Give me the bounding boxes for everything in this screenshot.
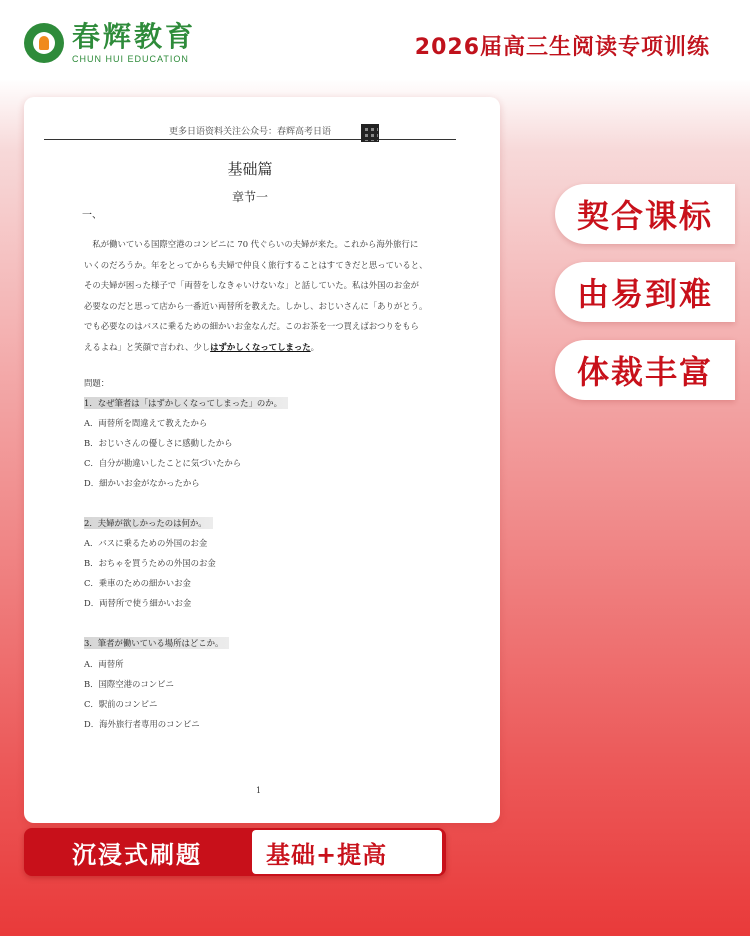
question-2-option-a: A．バスに乗るための外国のお金 bbox=[84, 538, 208, 548]
page-title: 2026届高三生阅读专项训练 bbox=[414, 35, 710, 60]
passage-line: その夫婦が困った様子で「両替をしなきゃいけないな」と話していた。私は外国のお金が bbox=[84, 280, 419, 291]
question-1-option-b: B．おじいさんの優しさに感動したから bbox=[84, 438, 233, 448]
brand-emblem-icon bbox=[24, 23, 64, 63]
page-number: 1 bbox=[256, 786, 262, 795]
feature-badge: 体裁丰富 bbox=[555, 340, 735, 400]
brand-text bbox=[72, 22, 196, 64]
passage-line: 必要なのだと思って店から一番近い両替所を教えた。しかし、おじいさんに「ありがとう。 bbox=[84, 300, 428, 311]
brand-name-en: CHUN HUI EDUCATION bbox=[72, 54, 189, 64]
document-title: 基础篇 bbox=[227, 160, 273, 178]
qr-code-icon bbox=[361, 124, 379, 142]
document-header-note: 更多日语资料关注公众号：春辉高考日语 bbox=[44, 124, 456, 140]
question-3: 3．筆者が働いている場所はどこか。 bbox=[84, 637, 229, 649]
feature-badge: 由易到难 bbox=[555, 262, 735, 322]
footer-right-label: 基础+提高 bbox=[252, 830, 442, 874]
question-1-option-c: C．自分が勘違いしたことに気づいたから bbox=[84, 458, 242, 468]
brand-logo bbox=[24, 22, 196, 64]
document-section-number: 一、 bbox=[82, 210, 102, 221]
passage-line bbox=[84, 337, 444, 358]
passage-last-prefix: えるよね」と笑顔で言われ、少し bbox=[84, 341, 211, 352]
reading-passage bbox=[84, 234, 444, 358]
question-2-option-d: D．両替所で使う細かいお金 bbox=[84, 598, 192, 608]
question-1-option-a: A．両替所を間違えて教えたから bbox=[84, 418, 208, 428]
questions-label: 問題： bbox=[84, 378, 110, 388]
footer-left-label: 沉浸式刷题 bbox=[72, 840, 202, 869]
passage-last-suffix: 。 bbox=[310, 341, 320, 352]
document-subtitle: 章节一 bbox=[231, 190, 268, 204]
brand-name-cn: 春辉教育 bbox=[72, 20, 197, 53]
passage-line: いくのだろうか。年をとってからも夫婦で仲良く旅行することはすてきだと思っていると、 bbox=[84, 259, 428, 270]
question-2-option-c: C．乗車のための細かいお金 bbox=[84, 578, 191, 588]
question-3-option-a: A．両替所 bbox=[84, 659, 124, 669]
question-1: 1．なぜ筆者は「はずかしくなってしまった」のか。 bbox=[84, 397, 288, 409]
question-2-option-b: B．おちゃを買うための外国のお金 bbox=[84, 558, 216, 568]
question-3-option-b: B．国際空港のコンビニ bbox=[84, 679, 174, 689]
question-3-option-d: D．海外旅行者専用のコンビニ bbox=[84, 719, 200, 729]
question-2: 2．夫婦が欲しかったのは何か。 bbox=[84, 517, 213, 529]
passage-line: 私が働いている国際空港のコンビニに 70 代ぐらいの夫婦が来た。これから海外旅行に bbox=[84, 239, 419, 249]
question-1-option-d: D．細かいお金がなかったから bbox=[84, 478, 200, 488]
feature-badge: 契合课标 bbox=[555, 184, 735, 244]
passage-underlined-phrase: はずかしくなってしまった bbox=[210, 341, 311, 352]
passage-line: でも必要なのはバスに乗るための細かいお金なんだ。このお茶を一つ買えばおつりをもら bbox=[84, 321, 419, 332]
question-3-option-c: C．駅前のコンビニ bbox=[84, 699, 158, 709]
